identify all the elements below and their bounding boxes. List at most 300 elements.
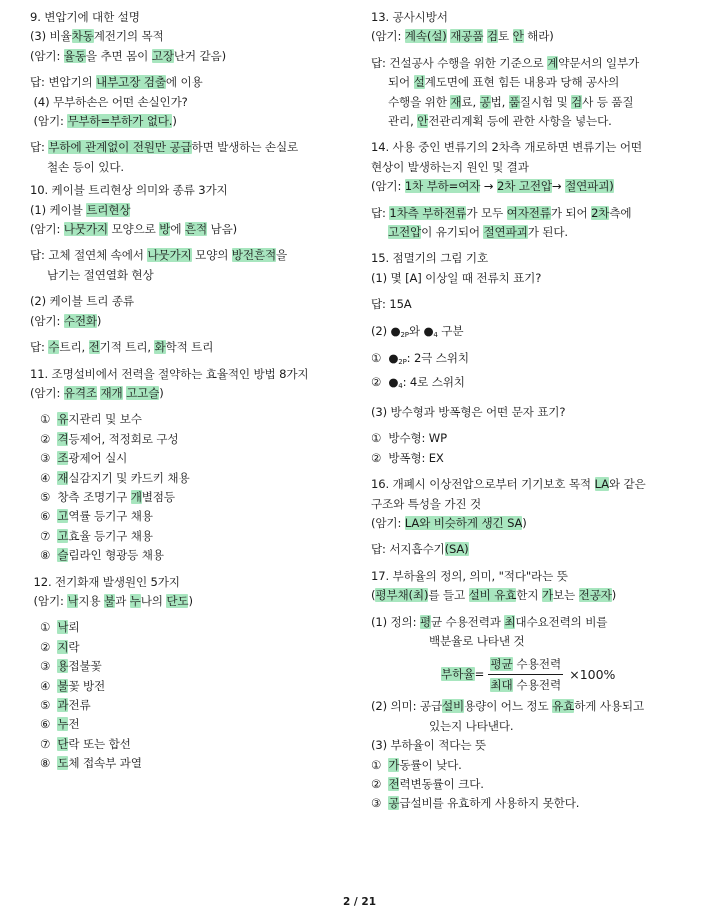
- text-run: ⑧: [40, 548, 58, 563]
- text-line: [371, 158, 691, 177]
- text-line: [30, 754, 355, 773]
- highlight: 2차: [591, 205, 610, 220]
- text-line: [30, 638, 355, 657]
- text-run: 보는: [553, 588, 579, 603]
- text-line: [30, 246, 355, 265]
- text-line: [371, 54, 691, 73]
- text-run: 해라): [523, 29, 554, 44]
- text-line: [30, 365, 355, 384]
- text-line: [30, 181, 355, 200]
- text-line: [371, 322, 691, 345]
- text-line: [30, 73, 355, 92]
- text-line: [30, 546, 355, 565]
- highlight: 불: [104, 593, 116, 608]
- formula-lhs: [441, 666, 484, 682]
- text-run: 전: [68, 717, 80, 732]
- highlight: 도: [57, 756, 69, 771]
- text-line: [30, 715, 355, 734]
- highlight: (SA): [444, 542, 469, 557]
- highlight: 조: [57, 451, 69, 466]
- text-run: 17. 부하율의 정의, 의미, "적다"라는 뜻: [371, 568, 568, 583]
- text-run: (암기:: [30, 593, 68, 608]
- text-run: 있는지 나타낸다.: [429, 718, 514, 733]
- page-number: 2 / 21: [342, 896, 377, 908]
- highlight: 용: [57, 659, 69, 674]
- highlight: 고: [57, 509, 69, 524]
- text-run: 효율 등기구 채용: [68, 528, 153, 543]
- highlight: 여자전류: [506, 205, 551, 220]
- text-line: [30, 384, 355, 403]
- highlight: 최대: [490, 677, 513, 692]
- text-run: 가 모두: [466, 205, 507, 220]
- text-run: 동률이 낮다.: [399, 757, 462, 772]
- text-line: [30, 93, 355, 112]
- text-run: 남음): [207, 222, 238, 237]
- text-line: [371, 514, 691, 533]
- highlight: 1차측 부하전류: [389, 205, 467, 220]
- text-line: [30, 138, 355, 157]
- text-run: 가 된다.: [527, 225, 568, 240]
- highlight: 화: [154, 340, 166, 355]
- text-run: 꽃 방전: [68, 678, 106, 693]
- highlight: LA: [594, 477, 609, 492]
- text-run: (2) 케이블 트리 종류: [30, 294, 134, 309]
- text-run: 난거 같음): [173, 48, 226, 63]
- text-run: 력변동률이 크다.: [399, 777, 484, 791]
- text-run: 현상이 발생하는지 원인 및 결과: [371, 159, 529, 174]
- highlight: 낙: [67, 593, 79, 608]
- text-run: (3) 비율: [30, 29, 72, 44]
- text-run: 16. 개폐시 이상전압으로부터 기기보호 목적: [371, 477, 595, 492]
- text-run: →: [480, 179, 497, 194]
- highlight: 내부고장 검출: [96, 75, 166, 90]
- text-run: 뢰: [68, 620, 80, 635]
- text-line: [371, 540, 691, 559]
- text-run: 토: [497, 29, 513, 44]
- highlight: 공: [388, 796, 400, 811]
- text-line: [30, 47, 355, 66]
- right-column: [371, 8, 691, 814]
- text-run: 백분율로 나타낸 것: [429, 633, 525, 648]
- text-run: (1) 정의:: [371, 614, 420, 629]
- text-line: [30, 469, 355, 488]
- text-line: [30, 735, 355, 754]
- text-run: : 2극 스위치: [406, 351, 469, 366]
- text-line: [371, 632, 691, 651]
- text-run: ②: [40, 639, 58, 654]
- highlight: 계속(설): [404, 29, 447, 44]
- text-line: [371, 775, 691, 794]
- text-run: 10. 케이블 트리현상 의미와 종류 3가지: [30, 183, 228, 198]
- spacer: [30, 566, 355, 573]
- text-run: (3) 부하율이 적다는 뜻: [371, 738, 486, 753]
- text-run: 료,: [461, 94, 480, 109]
- highlight: LA와 비슷하게 생긴 SA: [404, 515, 523, 530]
- text-line: [371, 717, 691, 736]
- text-run: 법,: [490, 94, 509, 109]
- text-line: [371, 449, 691, 468]
- text-run: ①: [40, 412, 58, 427]
- text-run: (4) 무부하손은 어떤 손실인가?: [30, 94, 188, 109]
- text-line: [371, 756, 691, 775]
- text-line: [371, 475, 691, 494]
- highlight: 가: [388, 757, 400, 772]
- text-run: 계전기의 목적: [93, 29, 164, 44]
- text-line: [30, 112, 355, 131]
- highlight: 방: [159, 222, 171, 237]
- highlight: 차동: [71, 29, 94, 44]
- text-run: 역률 등기구 채용: [68, 509, 153, 524]
- text-run: 락: [68, 639, 80, 654]
- text-run: 나의: [140, 593, 167, 608]
- text-run: ①: [40, 620, 58, 635]
- text-run: ⑥: [40, 717, 58, 732]
- spacer: [30, 358, 355, 365]
- text-run: 실감지기 및 카드키 채용: [68, 470, 190, 485]
- text-line: [30, 507, 355, 526]
- spacer: [371, 288, 691, 295]
- text-run: 답:: [30, 140, 49, 155]
- text-run: ⑧: [40, 756, 58, 771]
- highlight: 유: [57, 412, 69, 427]
- highlight: 재공품: [450, 29, 484, 44]
- text-line: [30, 201, 355, 220]
- text-run: 답:: [371, 205, 390, 220]
- text-run: (암기:: [30, 48, 64, 63]
- text-line: [371, 429, 691, 448]
- text-line: [371, 8, 691, 27]
- highlight: 흔적: [184, 222, 208, 237]
- highlight: 재: [57, 470, 69, 485]
- highlight: 고: [57, 528, 69, 543]
- text-line: [371, 27, 691, 46]
- highlight: 설비: [442, 699, 465, 714]
- text-run: 구분: [437, 323, 464, 338]
- spacer: [30, 131, 355, 138]
- text-run: 답: 건설공사 수행을 위한 기준으로: [371, 55, 548, 70]
- text-run: 전류: [68, 698, 91, 712]
- text-run: 14. 사용 중인 변류기의 2차측 개로하면 변류기는 어떤: [371, 140, 642, 155]
- text-line: [30, 449, 355, 468]
- highlight: 전: [388, 777, 400, 791]
- text-line: [371, 586, 691, 605]
- highlight: 고장: [151, 48, 174, 63]
- text-run: 체 접속부 과열: [68, 756, 142, 771]
- highlight: 불: [57, 678, 69, 693]
- text-run: ④: [40, 678, 58, 693]
- text-run: 13. 공사시방서: [371, 10, 448, 24]
- text-run: 되어: [388, 75, 414, 90]
- text-run: 모양의: [191, 248, 232, 263]
- text-line: [30, 338, 355, 357]
- formula-denominator: [488, 674, 563, 693]
- text-run: 하면 발생하는 손실로: [191, 140, 299, 155]
- spacer: [371, 533, 691, 540]
- text-run: 사 등 품질: [582, 94, 634, 109]
- text-run: ): [159, 385, 164, 400]
- text-line: [30, 158, 355, 177]
- spacer: [371, 396, 691, 403]
- text-line: [371, 177, 691, 196]
- highlight: 검: [486, 29, 498, 44]
- highlight: 단도: [166, 593, 189, 608]
- text-line: [30, 657, 355, 676]
- text-run: 수용전력: [512, 677, 562, 692]
- text-line: [30, 312, 355, 331]
- text-line: [371, 373, 691, 396]
- highlight: 유효: [552, 699, 575, 714]
- text-run: 관리,: [388, 114, 418, 129]
- highlight: 계: [547, 55, 559, 70]
- text-run: 계도면에 표현 힘든 내용과 당해 공사의: [424, 75, 620, 90]
- highlight: 수전화: [63, 313, 97, 328]
- text-run: 락 또는 합선: [68, 736, 131, 751]
- spacer: [371, 606, 691, 613]
- text-run: 수용전력: [512, 656, 562, 671]
- text-run: ): [96, 313, 102, 328]
- text-run: ②: [371, 777, 389, 791]
- text-line: [30, 573, 355, 592]
- text-line: [30, 430, 355, 449]
- highlight: 평: [419, 614, 431, 629]
- text-run: 균 수용전력과: [430, 614, 505, 629]
- text-run: 답: 15A: [371, 297, 412, 312]
- text-line: [371, 613, 691, 632]
- text-run: ③: [371, 796, 389, 811]
- text-run: ): [188, 593, 193, 608]
- highlight: 나뭇가지: [63, 222, 108, 237]
- text-line: [371, 112, 691, 131]
- text-run: ④: [40, 470, 58, 485]
- text-run: : 4로 스위치: [402, 374, 465, 389]
- highlight: 누: [129, 593, 141, 608]
- text-run: 와 같은: [608, 477, 646, 492]
- highlight: 설비 유효: [468, 588, 517, 603]
- text-run: ): [522, 515, 527, 530]
- text-line: [30, 696, 355, 715]
- text-run: ⑦: [40, 528, 58, 543]
- text-run: 등제어, 적정회로 구성: [68, 431, 179, 446]
- text-run: 12. 전기화재 발생원인 5가지: [30, 574, 180, 589]
- text-run: ① 방수형: WP: [371, 431, 447, 446]
- text-line: [30, 592, 355, 611]
- text-run: 한지: [516, 588, 542, 603]
- text-line: [371, 495, 691, 514]
- highlight: 낙: [57, 620, 69, 635]
- text-line: [30, 488, 355, 507]
- highlight: 평균: [490, 656, 513, 671]
- text-run: (2) ●: [371, 323, 401, 338]
- highlight: 전공자: [578, 588, 612, 603]
- text-run: 9. 변압기에 대한 설명: [30, 10, 140, 24]
- text-run: 전관리계획 등에 관한 사항을 넣는다.: [428, 114, 612, 129]
- text-run: (암기:: [30, 313, 64, 328]
- formula-numerator: [488, 656, 563, 674]
- text-run: 림라인 형광등 채용: [68, 548, 164, 563]
- text-run: ③: [40, 451, 58, 466]
- text-run: (1) 케이블: [30, 202, 87, 217]
- text-run: 급설비를 유효하게 사용하지 못한다.: [399, 796, 580, 811]
- text-run: →: [551, 179, 566, 194]
- text-line: [30, 220, 355, 239]
- text-line: [371, 93, 691, 112]
- highlight: 부하에 관계없이 전원만 공급: [48, 140, 192, 155]
- text-run: 15. 점멸기의 그림 기호: [371, 251, 488, 266]
- text-run: ⑥: [40, 509, 58, 524]
- text-run: (암기:: [30, 114, 68, 129]
- formula-fraction: [488, 656, 563, 693]
- highlight: 절연파괴): [565, 179, 614, 194]
- text-run: 와 ●: [408, 323, 434, 338]
- text-run: 측에: [609, 205, 632, 220]
- text-run: 접불꽃: [68, 659, 102, 674]
- text-run: 답:: [30, 340, 49, 355]
- highlight: 안: [417, 114, 429, 129]
- highlight: 단: [57, 736, 69, 751]
- text-line: [371, 73, 691, 92]
- spacer: [371, 560, 691, 567]
- text-run: 답: 변압기의: [30, 75, 97, 90]
- text-line: [371, 223, 691, 242]
- text-run: (2) 의미: 공급: [371, 699, 442, 714]
- text-line: [30, 8, 355, 27]
- highlight: 나뭇가지: [147, 248, 192, 263]
- text-line: [371, 204, 691, 223]
- text-line: [30, 292, 355, 311]
- text-run: (암기:: [30, 385, 64, 400]
- text-line: [30, 677, 355, 696]
- text-run: 이 유기되어: [421, 225, 484, 240]
- text-run: 지용: [78, 593, 105, 608]
- text-run: 질시험 및: [519, 94, 572, 109]
- spacer: [30, 285, 355, 292]
- text-line: [371, 403, 691, 422]
- text-run: 지관리 및 보수: [68, 412, 142, 427]
- highlight: 고고슬: [126, 385, 160, 400]
- text-run: 구조와 특성을 가진 것: [371, 496, 482, 511]
- highlight: 최: [504, 614, 516, 629]
- text-run: ): [611, 588, 617, 603]
- text-run: (암기:: [371, 179, 405, 194]
- text-run: (3) 방수형과 방폭형은 어떤 문자 표기?: [371, 404, 566, 419]
- text-run: ⑦: [40, 736, 58, 751]
- highlight: 평부채(최): [375, 588, 429, 603]
- highlight: 부하율: [441, 667, 475, 682]
- text-run: ②: [40, 431, 58, 446]
- text-run: 를 들고: [428, 588, 469, 603]
- highlight: 트리현상: [86, 202, 131, 217]
- highlight: 전: [88, 340, 100, 355]
- text-run: ⑤ 창측 조명기구: [40, 489, 131, 504]
- text-run: 을 추면 몸이: [85, 48, 152, 63]
- subscript: 4: [433, 330, 438, 339]
- highlight: 절연파괴: [483, 225, 528, 240]
- text-run: 과: [115, 593, 130, 608]
- highlight: 고전압: [388, 225, 422, 240]
- spacer: [30, 239, 355, 246]
- highlight: 방전흔적: [231, 248, 276, 263]
- highlight: 2차 고전압: [496, 179, 552, 194]
- text-run: ① ●: [371, 351, 399, 366]
- highlight: 격: [57, 431, 69, 446]
- text-line: [371, 736, 691, 755]
- highlight: 과: [57, 698, 69, 712]
- text-run: 에: [170, 222, 185, 237]
- highlight: 유격조: [63, 385, 97, 400]
- highlight: 재: [450, 94, 462, 109]
- load-factor-formula: [371, 651, 691, 697]
- text-line: [371, 349, 691, 372]
- text-line: [30, 266, 355, 285]
- text-run: 에 이용: [165, 75, 203, 90]
- text-run: 답: 서지흡수기: [371, 542, 445, 557]
- text-run: ): [172, 114, 177, 129]
- text-run: =: [474, 667, 485, 682]
- text-run: ② 방폭형: EX: [371, 450, 444, 465]
- text-line: [371, 138, 691, 157]
- spacer: [30, 331, 355, 338]
- spacer: [371, 47, 691, 54]
- highlight: 가: [541, 588, 553, 603]
- subscript: 2P: [398, 358, 407, 367]
- spacer: [371, 468, 691, 475]
- text-line: [30, 618, 355, 637]
- text-run: (암기:: [371, 29, 405, 44]
- highlight: 1차 부하=여자: [404, 179, 481, 194]
- text-line: [371, 269, 691, 288]
- highlight: 설: [413, 75, 425, 90]
- highlight: 안: [512, 29, 524, 44]
- text-run: 11. 조명설비에서 전력을 절약하는 효율적인 방법 8가지: [30, 366, 309, 381]
- text-run: (1) 몇 [A] 이상일 때 전류치 표기?: [371, 270, 542, 285]
- text-line: [30, 410, 355, 429]
- text-line: [371, 249, 691, 268]
- highlight: 재개: [100, 385, 123, 400]
- highlight: 지: [57, 639, 69, 654]
- text-run: 답: 고체 절연체 속에서: [30, 248, 148, 263]
- text-run: ⑤: [40, 698, 58, 712]
- spacer: [30, 66, 355, 73]
- text-run: 약문서의 일부가: [558, 55, 640, 70]
- spacer: [371, 242, 691, 249]
- text-run: 남기는 절연열화 현상: [47, 267, 154, 282]
- text-run: (암기:: [30, 222, 64, 237]
- text-run: ③: [40, 659, 58, 674]
- highlight: 개: [130, 489, 142, 504]
- highlight: 품: [508, 94, 520, 109]
- subscript: 4: [398, 381, 403, 390]
- text-run: 가 되어: [550, 205, 592, 220]
- text-line: [371, 794, 691, 813]
- text-line: [30, 527, 355, 546]
- text-run: 대수요전력의 비를: [515, 614, 608, 629]
- text-run: 용량이 어느 정도: [464, 699, 553, 714]
- highlight: 공: [479, 94, 491, 109]
- highlight: 슬: [57, 548, 69, 563]
- text-run: 모양으로: [107, 222, 160, 237]
- text-line: [30, 27, 355, 46]
- text-run: 수행을 위한: [388, 94, 451, 109]
- text-run: (: [371, 588, 376, 603]
- text-run: 철손 등이 있다.: [47, 159, 124, 174]
- spacer: [371, 197, 691, 204]
- text-run: 하게 사용되고: [574, 699, 645, 714]
- text-run: 학적 트리: [165, 340, 214, 355]
- text-line: [371, 295, 691, 314]
- text-run: 을: [276, 248, 288, 263]
- text-run: ①: [371, 757, 389, 772]
- spacer: [30, 611, 355, 618]
